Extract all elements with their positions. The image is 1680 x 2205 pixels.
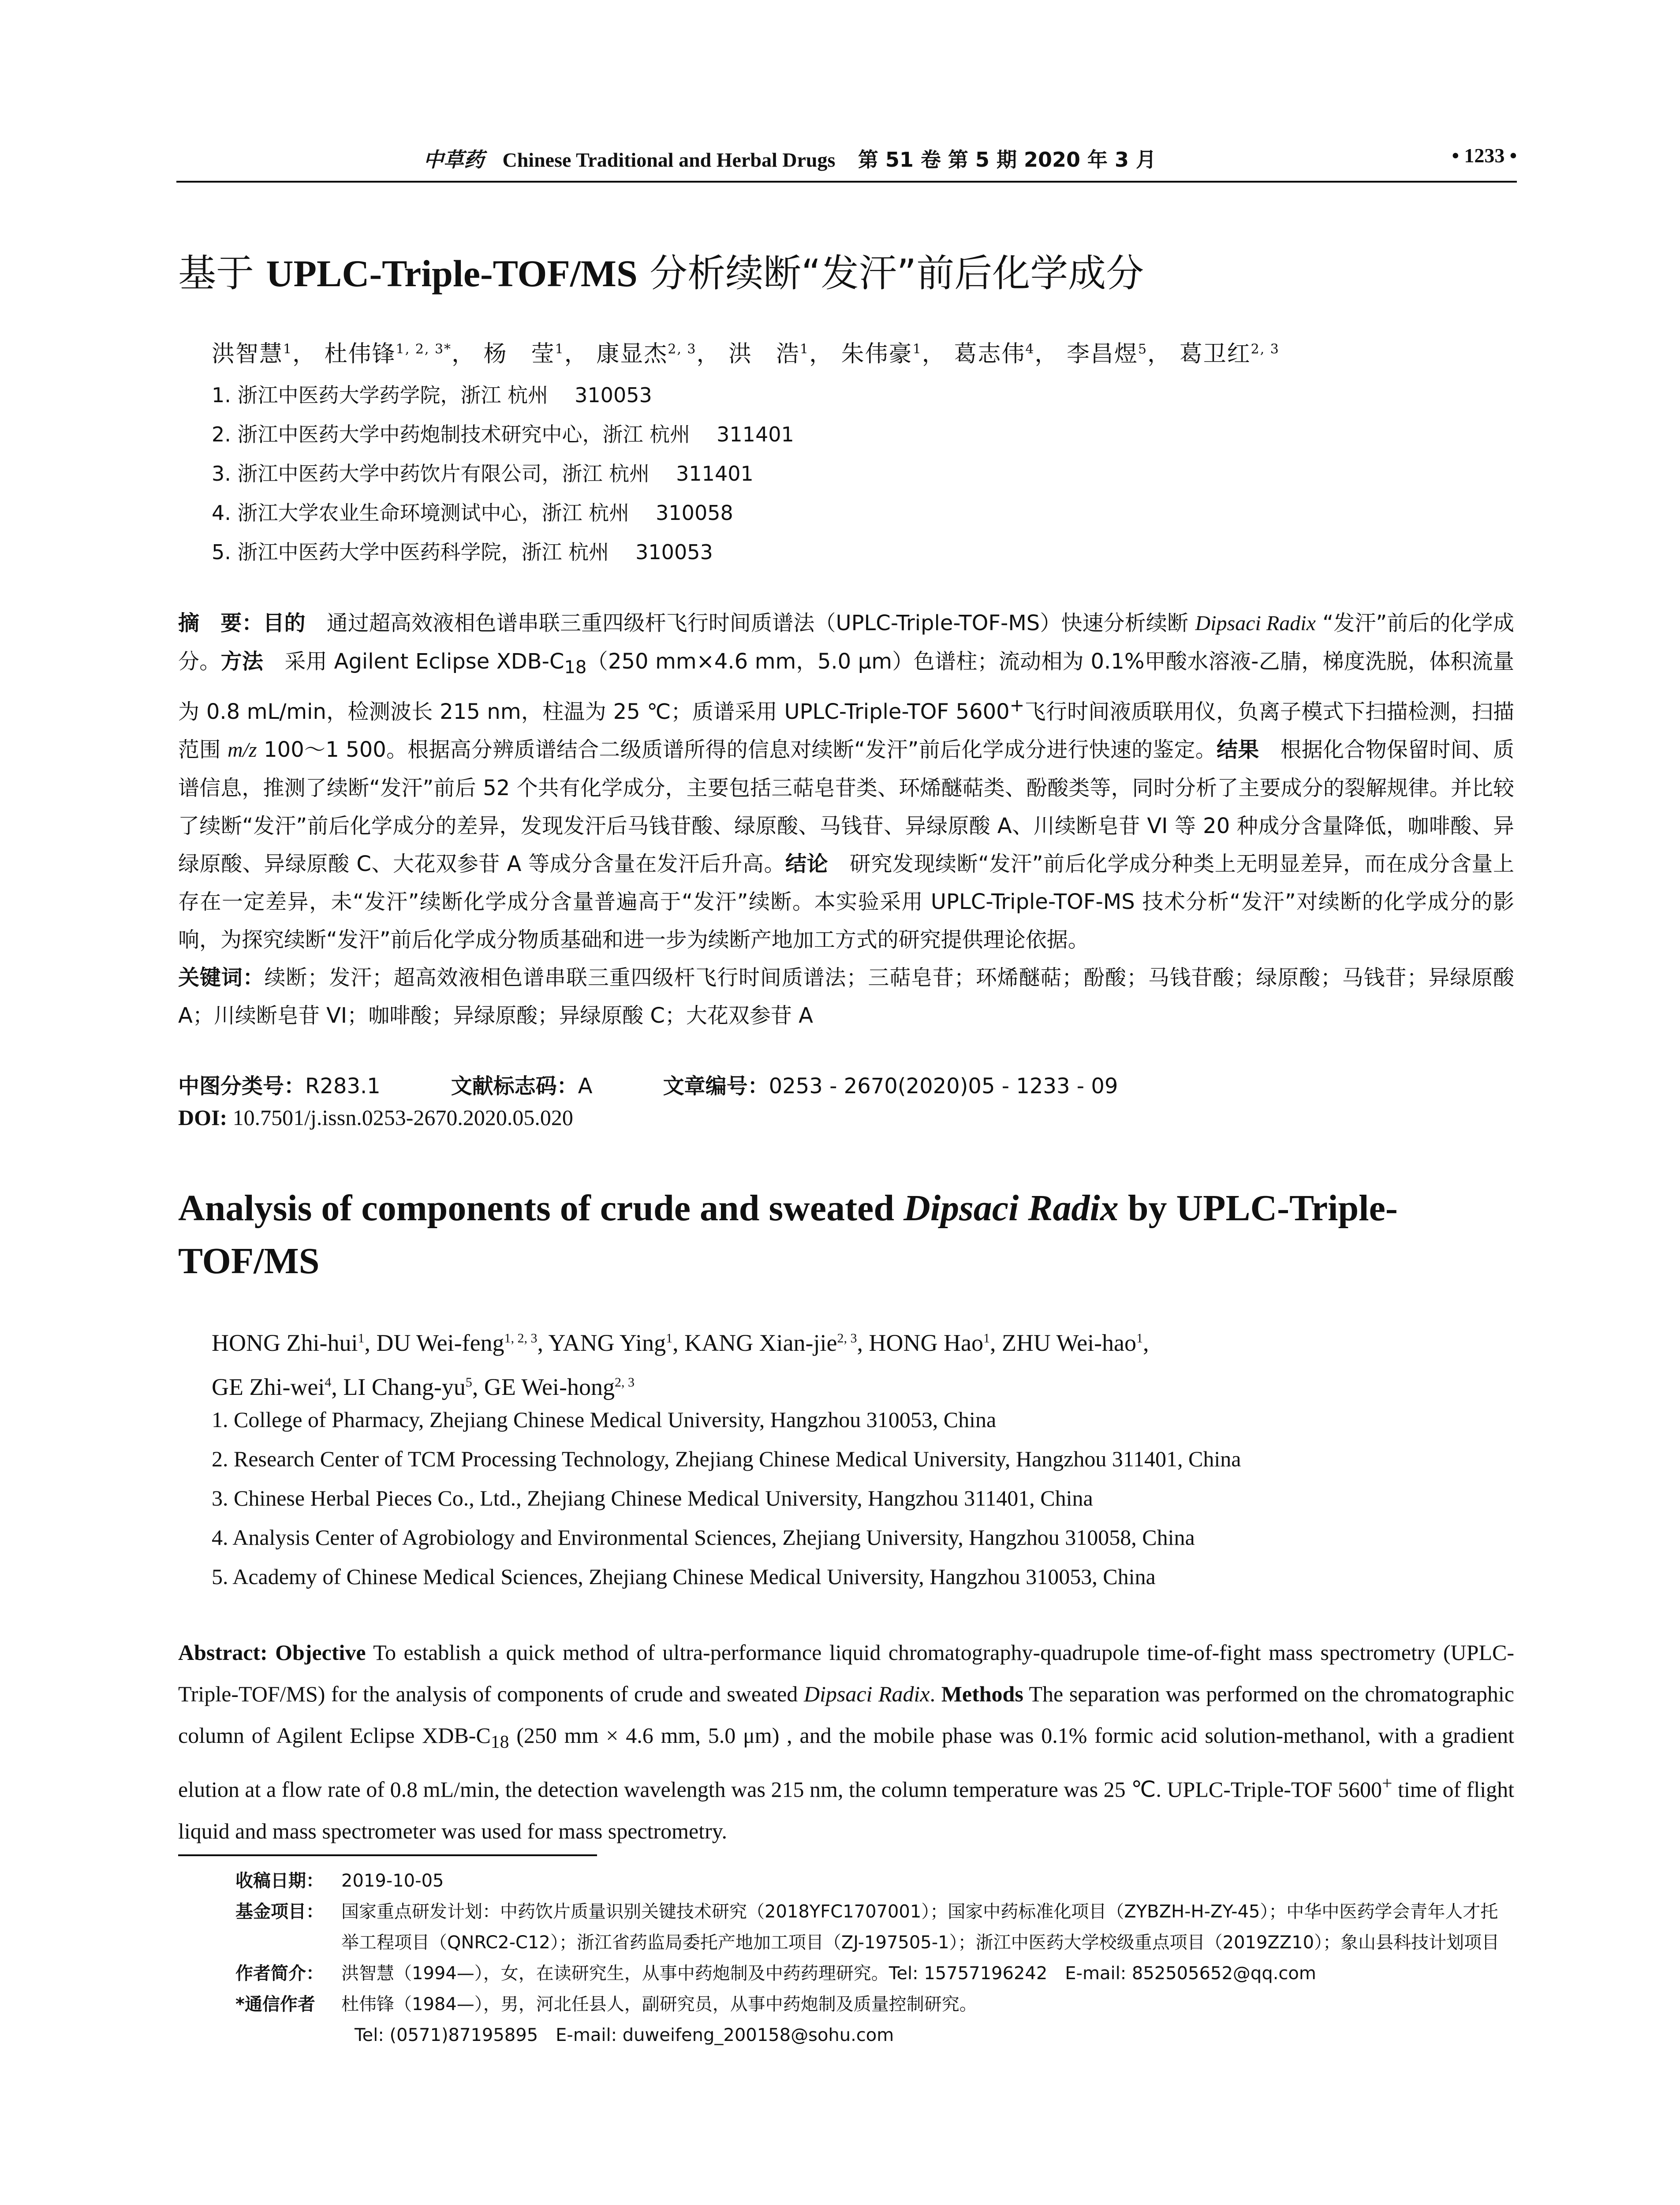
author-bio-label: 作者简介： <box>235 1963 324 1984</box>
footnote-fund <box>178 1896 1514 1958</box>
keywords-label-cn: 关键词： <box>178 965 265 990</box>
running-header <box>176 140 1517 183</box>
author-affil-sup: 1 <box>800 341 810 357</box>
doi-line <box>178 1105 573 1130</box>
classification-line <box>178 1067 1118 1105</box>
author-en: GE Zhi-wei <box>212 1374 325 1400</box>
affiliation-en: 4. Analysis Center of Agrobiology and Environmental Sciences, Zhejiang University, Hangzhou 310058, China <box>212 1525 1195 1550</box>
author-en: KANG Xian-jie <box>684 1330 837 1356</box>
title-en-pre: Analysis of components of crude and sweated <box>178 1188 904 1229</box>
footnote-divider <box>178 1854 597 1856</box>
author-affil-sup: 1, 2, 3 <box>504 1331 538 1345</box>
author-affil-sup: 1 <box>912 341 922 357</box>
author-affil-sup: 1, 2, 3* <box>396 341 452 357</box>
affiliation-cn <box>212 376 794 415</box>
superscript: + <box>1009 695 1025 716</box>
author-affil-sup: 2, 3 <box>614 1375 635 1390</box>
doi-label: DOI: <box>178 1105 228 1130</box>
latin-name: Dipsaci Radix <box>803 1682 930 1706</box>
affiliation-cn <box>212 415 794 454</box>
abstract-en-label: Abstract: Objective <box>178 1640 366 1665</box>
mz-symbol: m/z <box>227 738 257 762</box>
author-affil-sup: 1 <box>555 341 564 357</box>
results-label-cn: 结果 <box>1216 737 1259 762</box>
objective-label-cn: 目的 <box>263 611 306 635</box>
author-cn: 洪智慧 <box>212 341 284 367</box>
author-affil-sup: 4 <box>1025 341 1035 357</box>
journal-name-en: Chinese Traditional and Herbal Drugs <box>502 149 836 171</box>
methods-text-en: The separation was performed on the chromatographic column of Agilent Eclipse XDB-C <box>178 1682 1514 1748</box>
author-en: GE Wei-hong <box>484 1374 615 1400</box>
subscript: 18 <box>490 1732 509 1752</box>
affiliation-cn <box>212 533 794 572</box>
postal-code: 310058 <box>656 501 733 525</box>
affiliation-en: 1. College of Pharmacy, Zhejiang Chinese Medical University, Hangzhou 310053, China <box>212 1407 997 1432</box>
author-affil-sup: 1 <box>983 1331 990 1345</box>
methods-text-cn: 飞行时间液质联用仪，负离子模式下扫描检测，扫描范围 <box>178 699 1514 762</box>
corresponding-text: 杜伟锋（1984—），男，河北任县人，副研究员，从事中药炮制及质量控制研究。 <box>341 1994 977 2014</box>
received-date: 2019-10-05 <box>341 1871 444 1891</box>
title-cn-tech: UPLC-Triple-TOF/MS <box>266 252 638 295</box>
subscript: 18 <box>564 657 587 678</box>
abstract-cn-label: 摘 要： <box>178 611 263 635</box>
issue-info: 第 51 卷 第 5 期 2020 年 3 月 <box>858 148 1157 172</box>
title-cn-pre: 基于 <box>178 251 266 295</box>
methods-text-en: time of flight liquid and mass spectrometer was used for mass spectrometry. <box>178 1777 1515 1843</box>
affiliation-cn-text: 2. 浙江中医药大学中药炮制技术研究中心，浙江 杭州 <box>212 422 691 446</box>
author-en: DU Wei-feng <box>376 1330 504 1356</box>
conclusion-text-cn: 研究发现续断“发汗”前后化学成分种类上无明显差异，而在成分含量上存在一定差异，未“发汗”续断化学成分含量普遍高于“发汗”续断。本实验采用 UPLC-Triple-TOF-MS 技术分析“发汗”对续断的化学成分的影响，为探究续断“发汗”前后化学成分物质基础和进一步为续断产地加工方式的研究提供理论依据。 <box>178 851 1514 952</box>
footnotes <box>178 1865 1514 2051</box>
author-affil-sup: 1 <box>666 1331 673 1345</box>
objective-text-cn: 通过超高效液相色谱串联三重四级杆飞行时间质谱法（UPLC-Triple-TOF-MS）快速分析续断 <box>305 611 1195 635</box>
methods-label-en: Methods <box>941 1682 1023 1706</box>
page-number: • 1233 • <box>1452 144 1517 167</box>
author-cn: 李昌煜 <box>1066 341 1138 367</box>
doi-link[interactable]: 10.7501/j.issn.0253-2670.2020.05.020 <box>227 1105 573 1130</box>
author-cn: 葛志伟 <box>954 341 1026 367</box>
article-title-cn <box>178 243 1144 297</box>
author-affil-sup: 4 <box>325 1375 332 1390</box>
corresponding-label: *通信作者 <box>235 1994 315 2014</box>
affiliation-en: 2. Research Center of TCM Processing Technology, Zhejiang Chinese Medical University, Hangzhou 311401, China <box>212 1446 1241 1471</box>
affiliation-list-cn <box>212 376 794 572</box>
methods-text-cn: （250 mm×4.6 mm，5.0 μm）色谱柱；流动相为 0.1%甲酸水溶液-乙腈，梯度洗脱，体积流量为 0.8 mL/min，检测波长 215 nm，柱温为 25 ℃；质谱采用 UPLC-Triple-TOF 5600 <box>178 649 1514 724</box>
author-list-cn: 洪智慧$^1$， 杜伟锋$^{1, 2, 3*}$， 杨 莹$^1$， 康显杰$^{2, 3}$， 洪 浩$^1$， 朱伟豪$^1$， 葛志伟$^4$， 李昌煜$^5$， 葛卫红$^{2, 3}$ <box>212 341 1280 367</box>
methods-text-cn: 100～1 500。根据高分辨质谱结合二级质谱所得的信息对续断“发汗”前后化学成分进行快速的鉴定。 <box>257 737 1217 762</box>
author-affil-sup: 2, 3 <box>668 341 697 357</box>
author-en: YANG Ying <box>548 1330 666 1356</box>
postal-code: 311401 <box>676 462 754 486</box>
corresponding-contact: Tel: (0571)87195895 E-mail: duweifeng_200158@sohu.com <box>355 2025 894 2045</box>
affiliation-cn-text: 5. 浙江中医药大学中医药科学院，浙江 杭州 <box>212 540 609 564</box>
author-bio-text: 洪智慧（1994—），女，在读研究生，从事中药炮制及中药药理研究。Tel: 15757196242 E-mail: 852505652@qq.com <box>341 1963 1316 1984</box>
affiliation-en: 5. Academy of Chinese Medical Sciences, Zhejiang Chinese Medical University, Hangzhou 310053, China <box>212 1564 1156 1589</box>
footnote-contact <box>178 2020 1514 2051</box>
doc-code-value: A <box>578 1074 593 1099</box>
author-affil-sup: 2, 3 <box>1251 341 1280 357</box>
author-affil-sup: 5 <box>465 1375 472 1390</box>
title-en-italic: Dipsaci Radix <box>903 1188 1119 1229</box>
footnote-received <box>178 1865 1514 1896</box>
author-cn: 葛卫红 <box>1179 341 1251 367</box>
article-title-en <box>178 1182 1527 1288</box>
affiliation-en: 3. Chinese Herbal Pieces Co., Ltd., Zhejiang Chinese Medical University, Hangzhou 311401, China <box>212 1486 1093 1510</box>
author-cn: 洪 浩 <box>728 341 800 367</box>
methods-text-cn: 采用 Agilent Eclipse XDB-C <box>263 649 564 674</box>
footnote-author <box>178 1958 1514 1989</box>
conclusion-label-cn: 结论 <box>785 851 829 876</box>
clc-value: R283.1 <box>305 1074 381 1099</box>
methods-text-en: (250 mm × 4.6 mm, 5.0 μm) , and the mobile phase was 0.1% formic acid solution-methanol, with a gradient elution at a flow rate of 0.8 mL/min, the detection wavelength was 215 nm, the column temperature was 25 ℃. UPLC-Triple-TOF 5600 <box>178 1723 1514 1802</box>
fund-label: 基金项目： <box>235 1902 324 1922</box>
keywords-cn: 续断；发汗；超高效液相色谱串联三重四级杆飞行时间质谱法；三萜皂苷；环烯醚萜；酚酸；马钱苷酸；绿原酸；马钱苷；异绿原酸 A；川续断皂苷 VI；咖啡酸；异绿原酸；异绿原酸 C；大花双参苷 A <box>178 965 1514 1028</box>
title-cn-post: 分析续断“发汗”前后化学成分 <box>637 251 1144 295</box>
article-no-value: 0253 - 2670(2020)05 - 1233 - 09 <box>769 1074 1118 1099</box>
affiliation-cn-text: 3. 浙江中医药大学中药饮片有限公司，浙江 杭州 <box>212 462 650 486</box>
doc-code-label: 文献标志码： <box>451 1074 578 1099</box>
postal-code: 311401 <box>717 422 794 446</box>
author-cn: 杜伟锋 <box>324 341 396 367</box>
affiliation-cn-text: 4. 浙江大学农业生命环境测试中心，浙江 杭州 <box>212 501 630 525</box>
results-text-cn: 根据化合物保留时间、质谱信息，推测了续断“发汗”前后 52 个共有化学成分，主要包括三萜皂苷类、环烯醚萜类、酚酸类等，同时分析了主要成分的裂解规律。并比较了续断“发汗”前后化学成分的差异，发现发汗后马钱苷酸、绿原酸、马钱苷、异绿原酸 A、川续断皂苷 VI 等 20 种成分含量降低，咖啡酸、异绿原酸、异绿原酸 C、大花双参苷 A 等成分含量在发汗后升高。 <box>178 737 1514 876</box>
title-en-post: by UPLC-Triple-TOF/MS <box>178 1188 1398 1282</box>
author-en: ZHU Wei-hao <box>1001 1330 1137 1356</box>
author-list-en: HONG Zhi-hui$^1$, DU Wei-feng$^{1, 2, 3}$, YANG Ying$^1$, KANG Xian-jie$^{2, 3}$, HONG Hao$^1$, ZHU Wei-hao$^1$, GE Zhi-wei$^4$, LI Chang-$yu^5$, GE Wei-hong$^{2, 3}$ <box>212 1330 1149 1400</box>
fund-text: 国家重点研发计划：中药饮片质量识别关键技术研究（2018YFC1707001）；国家中药标准化项目（ZYBZH-H-ZY-45）；中华中医药学会青年人才托举工程项目（QNRC2-C12）；浙江省药监局委托产地加工项目（ZJ-197505-1）；浙江中医药大学校级重点项目（2019ZZ10）；象山县科技计划项目 <box>341 1902 1500 1953</box>
author-cn: 朱伟豪 <box>841 341 913 367</box>
objective-text-en: To establish a quick method of ultra-performance liquid chromatography-quadrupole time-of-fight mass spectrometry (UPLC-Triple-TOF/MS) for the analysis of components of crude and sweated <box>178 1640 1515 1706</box>
methods-label-cn: 方法 <box>220 649 264 674</box>
author-affil-sup: 1 <box>1136 1331 1143 1345</box>
objective-text-cn-end: “发汗”前后的化学成分。 <box>178 611 1514 674</box>
journal-name <box>423 144 1156 173</box>
author-affil-sup: 1 <box>358 1331 365 1345</box>
affiliation-cn-text: 1. 浙江中医药大学药学院，浙江 杭州 <box>212 383 549 407</box>
superscript: + <box>1382 1773 1393 1794</box>
journal-logo-cn: 中草药 <box>423 148 484 172</box>
abstract-en <box>178 1632 1514 1852</box>
postal-code: 310053 <box>635 540 713 564</box>
author-cn: 康显杰 <box>596 341 668 367</box>
author-en: HONG Zhi-hui <box>212 1330 358 1356</box>
objective-text-en-end: . <box>930 1682 941 1706</box>
postal-code: 310053 <box>575 383 652 407</box>
abstract-cn <box>178 604 1514 1035</box>
author-affil-sup: 2, 3 <box>837 1331 857 1345</box>
article-no-label: 文章编号： <box>663 1074 769 1099</box>
affiliation-list-en <box>212 1400 1241 1596</box>
author-en: HONG Hao <box>869 1330 983 1356</box>
latin-name: Dipsaci Radix <box>1195 612 1316 635</box>
author-affil-sup: 5 <box>1138 341 1148 357</box>
author-en: LI Chang-yu <box>343 1374 466 1400</box>
author-cn: 杨 莹 <box>483 341 555 367</box>
clc-label: 中图分类号： <box>178 1074 306 1099</box>
affiliation-cn <box>212 454 794 493</box>
footnote-corresponding <box>178 1989 1514 2020</box>
author-affil-sup: 1 <box>283 341 293 357</box>
received-label: 收稿日期： <box>235 1871 324 1891</box>
affiliation-cn <box>212 493 794 533</box>
